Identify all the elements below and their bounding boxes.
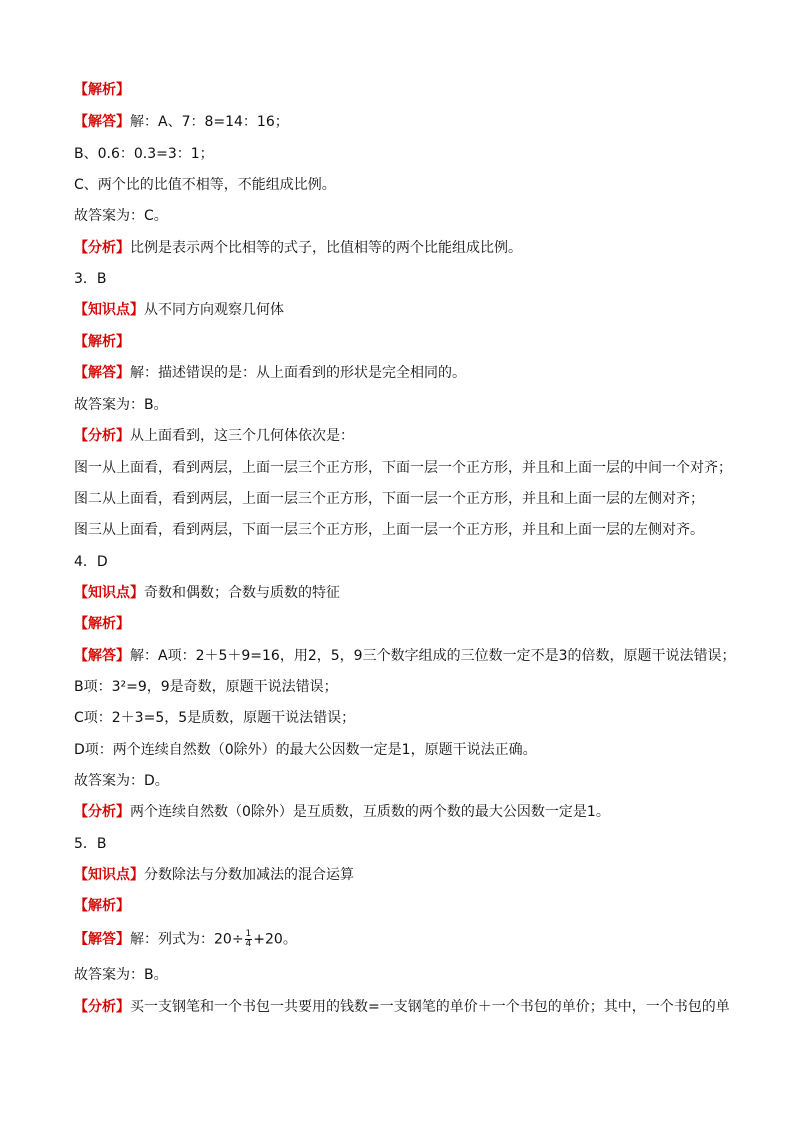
q4-fenxi-text: 两个连续自然数（0除外）是互质数，互质数的两个数的最大公因数一定是1。 <box>130 804 610 820</box>
q5-jieda-line <box>74 930 754 949</box>
q5-number: 5．B <box>74 836 107 852</box>
q3-zhishidian-text: 从不同方向观察几何体 <box>144 302 284 318</box>
q4-number: 4．D <box>74 554 108 570</box>
q5-fenxi-text: 买一支钢笔和一个书包一共要用的钱数=一支钢笔的单价＋一个书包的单价；其中，一个书包的单 <box>130 999 730 1015</box>
q5-jieda-prefix: 解：列式为：20÷ <box>130 931 244 948</box>
q4-option-c: C项：2＋3=5，5是质数，原题干说法错误； <box>74 710 356 726</box>
q4-jiexi-line <box>74 615 754 633</box>
zhishidian-tag: 【知识点】 <box>74 867 144 883</box>
q3-number: 3．B <box>74 271 107 287</box>
q3-fenxi-line <box>74 427 754 445</box>
q4-jieda-text: 解：A项：2＋5＋9=16，用2，5，9三个数字组成的三位数一定不是3的倍数，原题干说法错误； <box>130 648 736 664</box>
q2-jiexi-line <box>74 81 754 99</box>
fenxi-tag: 【分析】 <box>74 240 130 256</box>
fraction-numerator: 1 <box>245 929 252 939</box>
q2-jieda-text: 解：A、7：8=14：16； <box>130 114 289 130</box>
fenxi-tag: 【分析】 <box>74 428 130 444</box>
q2-option-b: B、0.6：0.3=3：1； <box>74 146 214 162</box>
q5-jiexi-line <box>74 897 754 915</box>
q3-jiexi-line <box>74 333 754 351</box>
jieda-tag: 【解答】 <box>74 648 130 664</box>
jiexi-tag: 【解析】 <box>74 82 130 98</box>
q5-zhishidian-text: 分数除法与分数加减法的混合运算 <box>144 867 354 883</box>
q2-fenxi-text: 比例是表示两个比相等的式子，比值相等的两个比能组成比例。 <box>130 240 522 256</box>
jieda-tag: 【解答】 <box>74 114 130 130</box>
q3-fig3: 图三从上面看，看到两层，下面一层三个正方形，上面一层一个正方形，并且和上面一层的左侧对齐。 <box>74 522 704 538</box>
q4-option-d: D项：两个连续自然数（0除外）的最大公因数一定是1，原题干说法正确。 <box>74 742 537 758</box>
q2-jieda-line <box>74 113 754 131</box>
jiexi-tag: 【解析】 <box>74 616 130 632</box>
q3-jieda-line <box>74 364 754 382</box>
q4-zhishidian-line <box>74 584 754 602</box>
q2-fenxi-line <box>74 239 754 257</box>
q4-fenxi-line <box>74 803 754 821</box>
zhishidian-tag: 【知识点】 <box>74 302 144 318</box>
fraction-denominator: 4 <box>245 939 252 949</box>
q5-fenxi-line <box>74 998 754 1016</box>
q4-zhishidian-text: 奇数和偶数；合数与质数的特征 <box>144 585 340 601</box>
q5-jieda-suffix: +20。 <box>253 931 297 948</box>
q3-fig2: 图二从上面看，看到两层，上面一层三个正方形，下面一层一个正方形，并且和上面一层的左侧对齐； <box>74 491 704 507</box>
q4-answer: 故答案为：D。 <box>74 773 169 789</box>
jiexi-tag: 【解析】 <box>74 898 130 914</box>
q2-option-c: C、两个比的比值不相等，不能组成比例。 <box>74 177 336 193</box>
q3-jieda-text: 解：描述错误的是：从上面看到的形状是完全相同的。 <box>130 365 466 381</box>
fenxi-tag: 【分析】 <box>74 804 130 820</box>
jiexi-tag: 【解析】 <box>74 334 130 350</box>
q3-fenxi-text: 从上面看到，这三个几何体依次是： <box>130 428 354 444</box>
q5-answer: 故答案为：B。 <box>74 967 168 983</box>
jieda-tag: 【解答】 <box>74 365 130 381</box>
zhishidian-tag: 【知识点】 <box>74 585 144 601</box>
q2-answer: 故答案为：C。 <box>74 208 168 224</box>
q4-jieda-line <box>74 647 754 665</box>
q3-zhishidian-line <box>74 301 754 319</box>
fenxi-tag: 【分析】 <box>74 999 130 1015</box>
q3-fig1: 图一从上面看，看到两层，上面一层三个正方形，下面一层一个正方形，并且和上面一层的中间一个对齐； <box>74 460 732 476</box>
q4-option-b: B项：3²=9，9是奇数，原题干说法错误； <box>74 679 338 695</box>
q5-zhishidian-line <box>74 866 754 884</box>
fraction <box>245 930 253 949</box>
jieda-tag: 【解答】 <box>74 931 130 948</box>
q3-answer: 故答案为：B。 <box>74 397 168 413</box>
